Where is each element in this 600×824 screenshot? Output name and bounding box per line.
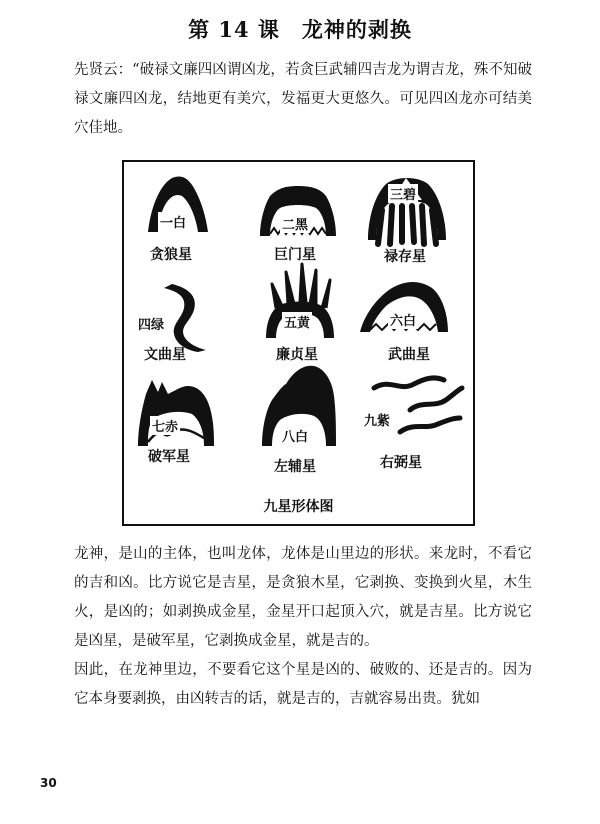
star-name: 巨门星 — [274, 247, 316, 263]
star-name: 禄存星 — [384, 249, 426, 265]
star-name: 破军星 — [148, 449, 190, 465]
star-name: 左辅星 — [274, 459, 316, 475]
paragraph-2-text: 龙神，是山的主体，也叫龙体，龙体是山里边的形状。来龙时，不看它的吉和凶。比方说它是吉星，是贪狼木星，它剥换、变换到火星，木生火，是凶的；如剥换成金星，金星开口起顶入穴，就是吉星。比方说它是凶星，是破军星，它剥换成金星，就是吉的。 — [74, 546, 532, 649]
star-number: 三碧 — [388, 184, 418, 203]
star-number: 一白 — [158, 212, 188, 231]
star-name: 文曲星 — [144, 347, 186, 363]
star-name: 武曲星 — [388, 347, 430, 363]
page-number: 30 — [40, 776, 57, 790]
star-name: 右弼星 — [380, 455, 422, 471]
star-name: 贪狼星 — [150, 247, 192, 263]
broken-mountain-icon — [134, 372, 218, 448]
star-number: 四绿 — [136, 314, 166, 333]
star-number: 八白 — [280, 426, 310, 445]
star-number: 六白 — [388, 310, 418, 329]
intro-text: 先贤云：“破禄文廉四凶谓凶龙，若贪巨武辅四吉龙为谓吉龙，殊不知破禄文廉四凶龙，结地更有美穴，发福更大更悠久。可见四凶龙亦可结美穴佳地。 — [74, 62, 532, 136]
paragraph-3-text: 因此，在龙神里边，不要看它这个星是凶的、破败的、还是吉的。因为它本身要剥换，由凶转吉的话，就是吉的，吉就容易出贵。犹如 — [74, 662, 532, 707]
star-number: 九紫 — [362, 410, 392, 429]
star-number: 七赤 — [150, 416, 180, 435]
star-name: 廉贞星 — [276, 347, 318, 363]
paragraph-3 — [74, 656, 532, 714]
claw-mountain-icon — [362, 170, 452, 246]
intro-paragraph — [74, 56, 532, 143]
star-number: 五黄 — [282, 312, 312, 331]
figure-caption: 九星形体图 — [263, 499, 334, 515]
paragraph-2 — [74, 540, 532, 656]
star-number: 二黑 — [280, 214, 310, 233]
nine-stars-figure — [122, 160, 475, 526]
lesson-title: 第 14 课 龙神的剥换 — [188, 17, 412, 42]
